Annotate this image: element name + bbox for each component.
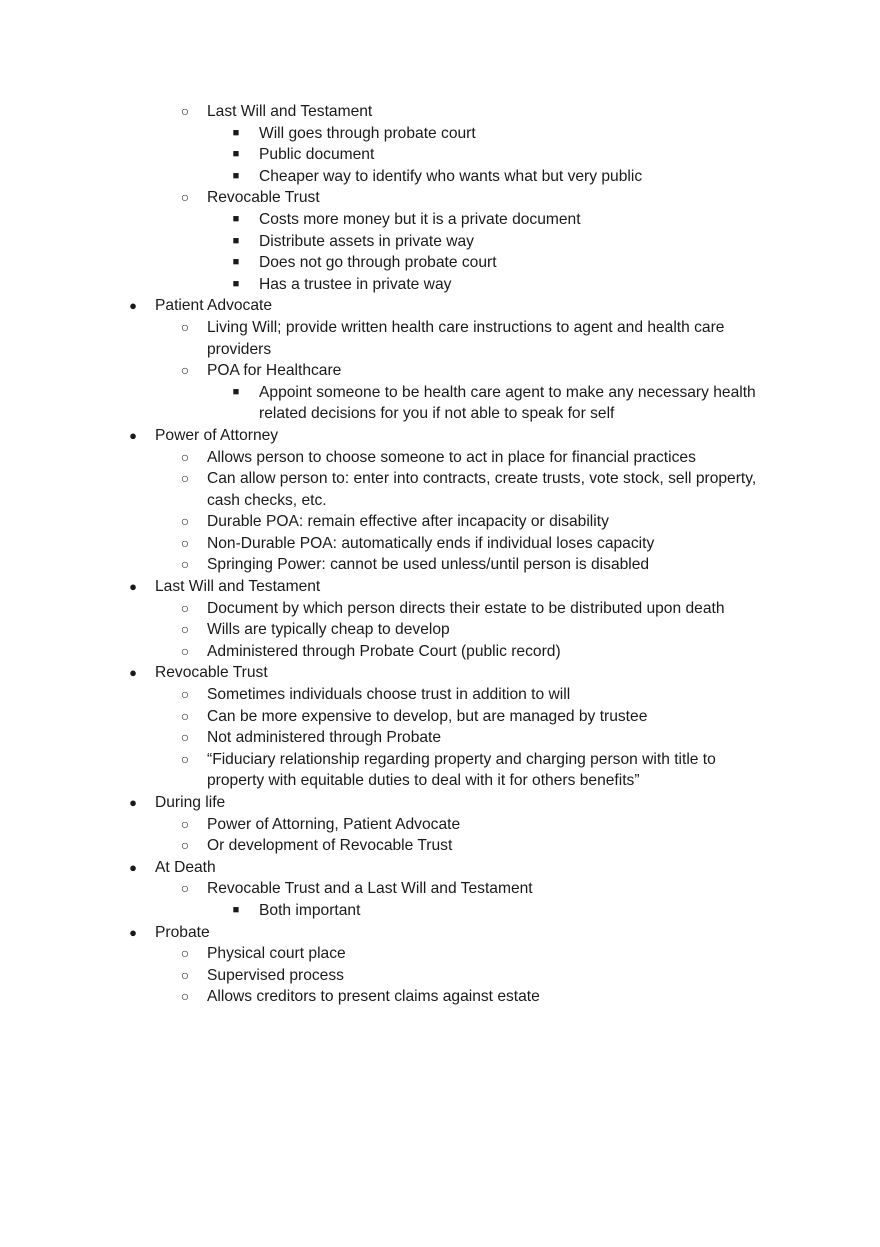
list-item-text: Physical court place: [207, 945, 346, 963]
list-item-level-1: [0, 792, 880, 814]
list-item-text: Allows person to choose someone to act in place for financial practices: [207, 448, 696, 466]
list-item-level-2: [0, 706, 880, 728]
bullet-icon: ○: [180, 707, 190, 724]
bullet-icon: ○: [180, 513, 190, 530]
bullet-icon: ○: [180, 556, 190, 573]
list-item-text: “Fiduciary relationship regarding property and charging person with title to property with equitable duties to deal with it for others benefits”: [207, 750, 716, 790]
list-item-level-1: [0, 922, 880, 944]
bullet-icon: ○: [180, 837, 190, 854]
bullet-icon: ●: [129, 427, 137, 443]
list-item-text: Not administered through Probate: [207, 729, 442, 747]
list-item-text: Probate: [155, 923, 210, 941]
list-item-text: Wills are typically cheap to develop: [207, 621, 450, 639]
list-item-text: Patient Advocate: [155, 297, 273, 315]
list-item-level-2: [0, 727, 880, 749]
list-item-text: Revocable Trust: [207, 189, 320, 207]
list-item-level-2: [0, 598, 880, 620]
bullet-icon: ○: [180, 686, 190, 703]
list-item-text: Durable POA: remain effective after incapacity or disability: [207, 513, 609, 531]
bullet-icon: ○: [180, 750, 190, 767]
list-item-level-2: [0, 533, 880, 555]
list-item-level-2: [0, 101, 880, 123]
list-item-level-2: [0, 835, 880, 857]
list-item-level-2: [0, 684, 880, 706]
list-item-level-2: [0, 187, 880, 209]
list-item-level-2: [0, 986, 880, 1008]
bullet-icon: ○: [180, 815, 190, 832]
list-item-text: Non-Durable POA: automatically ends if individual loses capacity: [207, 534, 655, 552]
bullet-icon: ○: [180, 966, 190, 983]
list-item-text: Power of Attorning, Patient Advocate: [207, 815, 461, 833]
bullet-icon: ■: [232, 169, 240, 182]
list-item-text: Will goes through probate court: [259, 124, 476, 142]
list-item-level-2: [0, 749, 880, 792]
bullet-icon: ○: [180, 880, 190, 897]
list-item-level-3: [0, 382, 880, 425]
list-item-text: Supervised process: [207, 966, 344, 984]
bullet-icon: ●: [129, 795, 137, 810]
list-item-text: Last Will and Testament: [207, 103, 373, 120]
list-item-level-3: [0, 231, 880, 253]
bullet-icon: ■: [232, 277, 240, 290]
list-item-text: Allows creditors to present claims against estate: [207, 988, 540, 1006]
bullet-icon: ■: [232, 148, 240, 161]
bullet-icon: ○: [180, 534, 190, 551]
bullet-icon: ○: [180, 318, 190, 335]
list-item-level-2: [0, 360, 880, 382]
list-item-level-2: [0, 447, 880, 469]
list-item-text: Distribute assets in private way: [259, 232, 474, 250]
bullet-icon: ○: [180, 189, 190, 206]
list-item-text: Revocable Trust: [155, 664, 268, 682]
list-item-level-1: [0, 662, 880, 684]
list-item-level-2: [0, 878, 880, 900]
list-item-level-2: [0, 965, 880, 987]
list-item-text: Last Will and Testament: [155, 578, 321, 596]
list-item-text: Costs more money but it is a private document: [259, 210, 581, 228]
list-item-text: Does not go through probate court: [259, 254, 497, 272]
list-item-level-2: [0, 317, 880, 360]
list-item-text: During life: [155, 794, 226, 811]
bullet-icon: ●: [129, 665, 137, 681]
bullet-icon: ■: [232, 903, 240, 916]
list-item-text: Revocable Trust and a Last Will and Testament: [207, 880, 533, 898]
list-item-level-3: [0, 123, 880, 145]
bullet-icon: ●: [129, 924, 137, 940]
list-item-level-1: [0, 295, 880, 317]
bullet-icon: ○: [180, 362, 190, 379]
list-item-level-3: [0, 166, 880, 188]
list-item-level-2: [0, 468, 880, 511]
list-item-text: Sometimes individuals choose trust in addition to will: [207, 686, 571, 704]
bullet-icon: ■: [232, 126, 240, 139]
list-item-level-2: [0, 511, 880, 533]
bullet-icon: ■: [232, 256, 240, 269]
list-item-text: POA for Healthcare: [207, 362, 342, 380]
bullet-icon: ○: [180, 729, 190, 746]
list-item-level-2: [0, 943, 880, 965]
bullet-icon: ○: [180, 621, 190, 638]
list-item-level-3: [0, 144, 880, 166]
bullet-icon: ○: [180, 470, 190, 487]
bullet-icon: ●: [129, 859, 137, 875]
list-item-level-2: [0, 619, 880, 641]
list-item-text: Living Will; provide written health care instructions to agent and health care providers: [207, 318, 725, 358]
list-item-text: Cheaper way to identify who wants what but very public: [259, 167, 643, 185]
bullet-icon: ■: [232, 234, 240, 247]
bullet-icon: ○: [180, 945, 190, 962]
list-item-text: Both important: [259, 901, 361, 919]
list-item-text: Appoint someone to be health care agent to make any necessary health related decisions for you if not able to speak for self: [259, 383, 756, 423]
bullet-icon: ○: [180, 448, 190, 465]
list-item-level-3: [0, 209, 880, 231]
bullet-icon: ●: [129, 298, 137, 314]
list-item-level-3: [0, 900, 880, 922]
bullet-icon: ●: [129, 579, 137, 595]
list-item-level-3: [0, 274, 880, 296]
list-item-level-1: [0, 576, 880, 598]
bullet-icon: ○: [180, 103, 190, 119]
document-body: [0, 101, 880, 1008]
bullet-icon: ■: [232, 385, 240, 398]
list-item-level-1: [0, 425, 880, 447]
list-item-text: Can be more expensive to develop, but are managed by trustee: [207, 707, 648, 725]
list-item-level-2: [0, 814, 880, 836]
list-item-text: Document by which person directs their estate to be distributed upon death: [207, 599, 725, 617]
list-item-level-2: [0, 554, 880, 576]
list-item-text: Can allow person to: enter into contracts, create trusts, vote stock, sell property, cash checks, etc.: [207, 470, 757, 509]
list-item-text: Public document: [259, 146, 375, 164]
bullet-icon: ○: [180, 642, 190, 659]
list-item-text: Power of Attorney: [155, 426, 279, 444]
list-item-text: Or development of Revocable Trust: [207, 837, 453, 855]
list-item-level-1: [0, 857, 880, 879]
list-item-level-2: [0, 641, 880, 663]
list-item-level-3: [0, 252, 880, 274]
list-item-text: Springing Power: cannot be used unless/until person is disabled: [207, 556, 650, 574]
list-item-text: Has a trustee in private way: [259, 275, 452, 293]
bullet-icon: ○: [180, 988, 190, 1005]
bullet-icon: ○: [180, 599, 190, 616]
bullet-icon: ■: [232, 212, 240, 225]
list-item-text: At Death: [155, 858, 216, 876]
list-item-text: Administered through Probate Court (public record): [207, 642, 561, 660]
